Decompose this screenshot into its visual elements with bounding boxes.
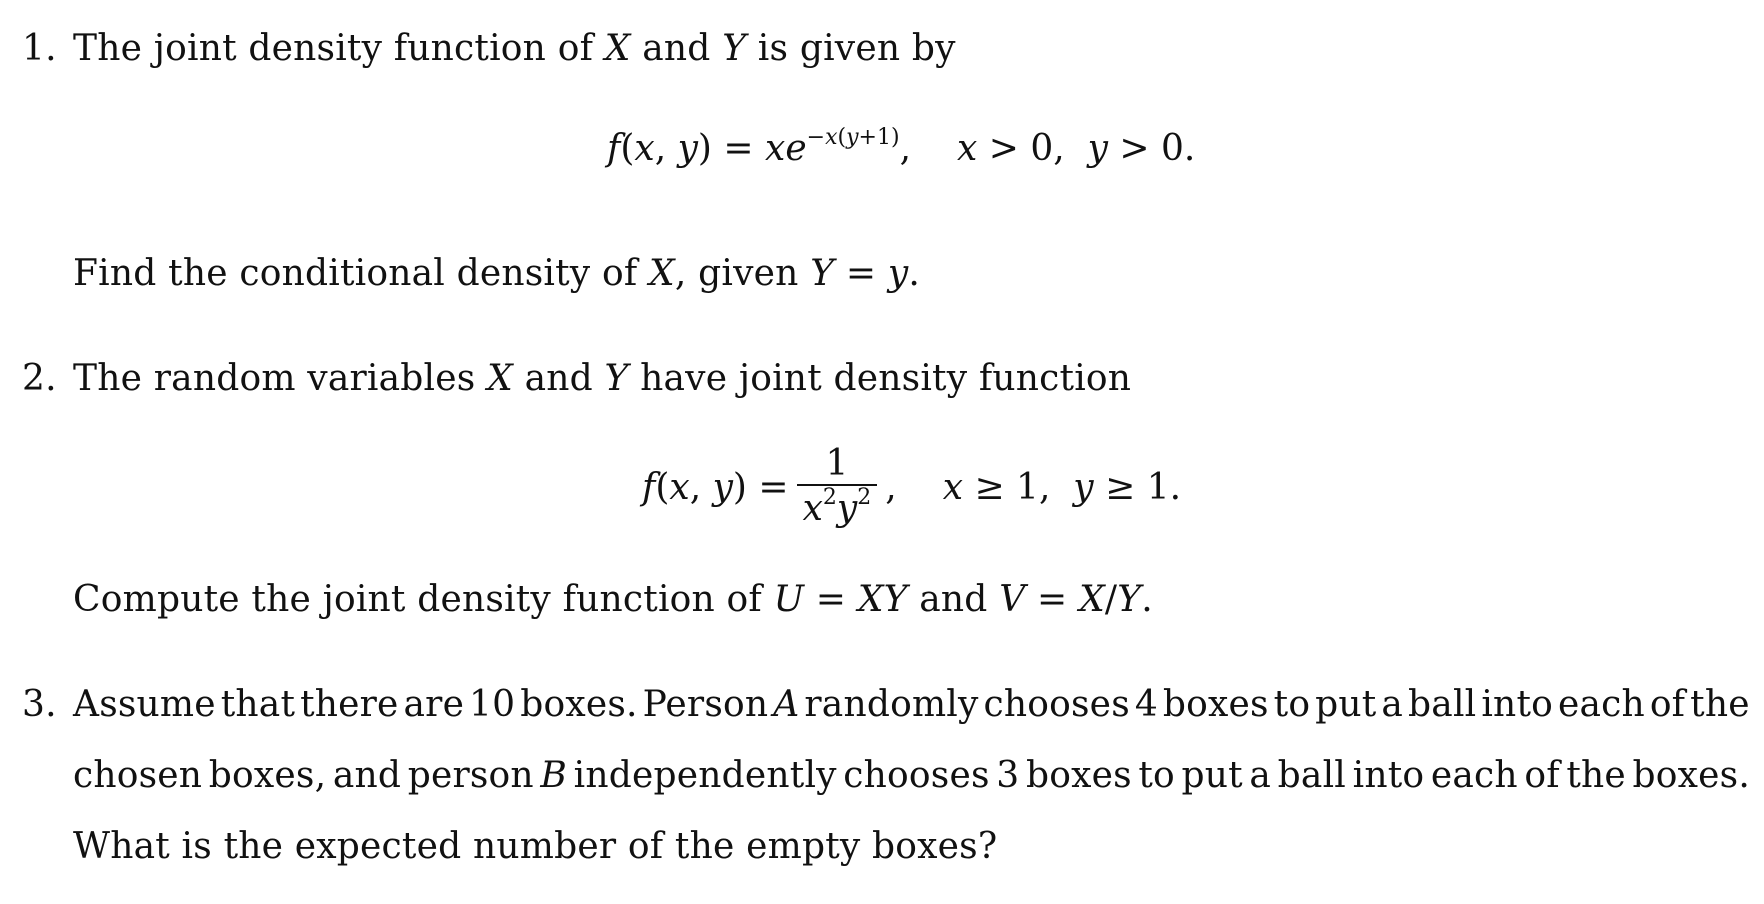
- problem-number: 3.: [22, 684, 57, 725]
- problem-number: 2.: [22, 358, 57, 399]
- fraction: $\frac{1}{x^2y^2}$: [797, 444, 878, 532]
- formula: f(x, $y) = xe^{-x(y+1)}$, x > 0, y > 0.: [607, 125, 1196, 169]
- problem-question: Compute the joint density function of U = XY and V = X/Y.: [73, 579, 1153, 620]
- problem-line-1: Assume that there are 10 boxes. Person A randomly chooses 4 boxes to put a ball into each of the: [73, 684, 1750, 725]
- problem-intro: The random variables X and Y have joint density function: [73, 358, 1132, 399]
- problem-intro: The joint density function of X and Y is given by: [73, 28, 956, 69]
- problem-question: Find the conditional density of X, given Y = y.: [73, 253, 921, 294]
- problem-number: 1.: [22, 28, 57, 69]
- problem-line-2: chosen boxes, and person B independently chooses 3 boxes to put a ball into each of the boxes.: [73, 755, 1750, 796]
- problem-line-3: What is the expected number of the empty boxes?: [73, 826, 998, 867]
- formula: f(x, y) = $\frac{1}{x^2y^2}$ , x ≥ 1, y ≥ 1.: [642, 446, 1181, 534]
